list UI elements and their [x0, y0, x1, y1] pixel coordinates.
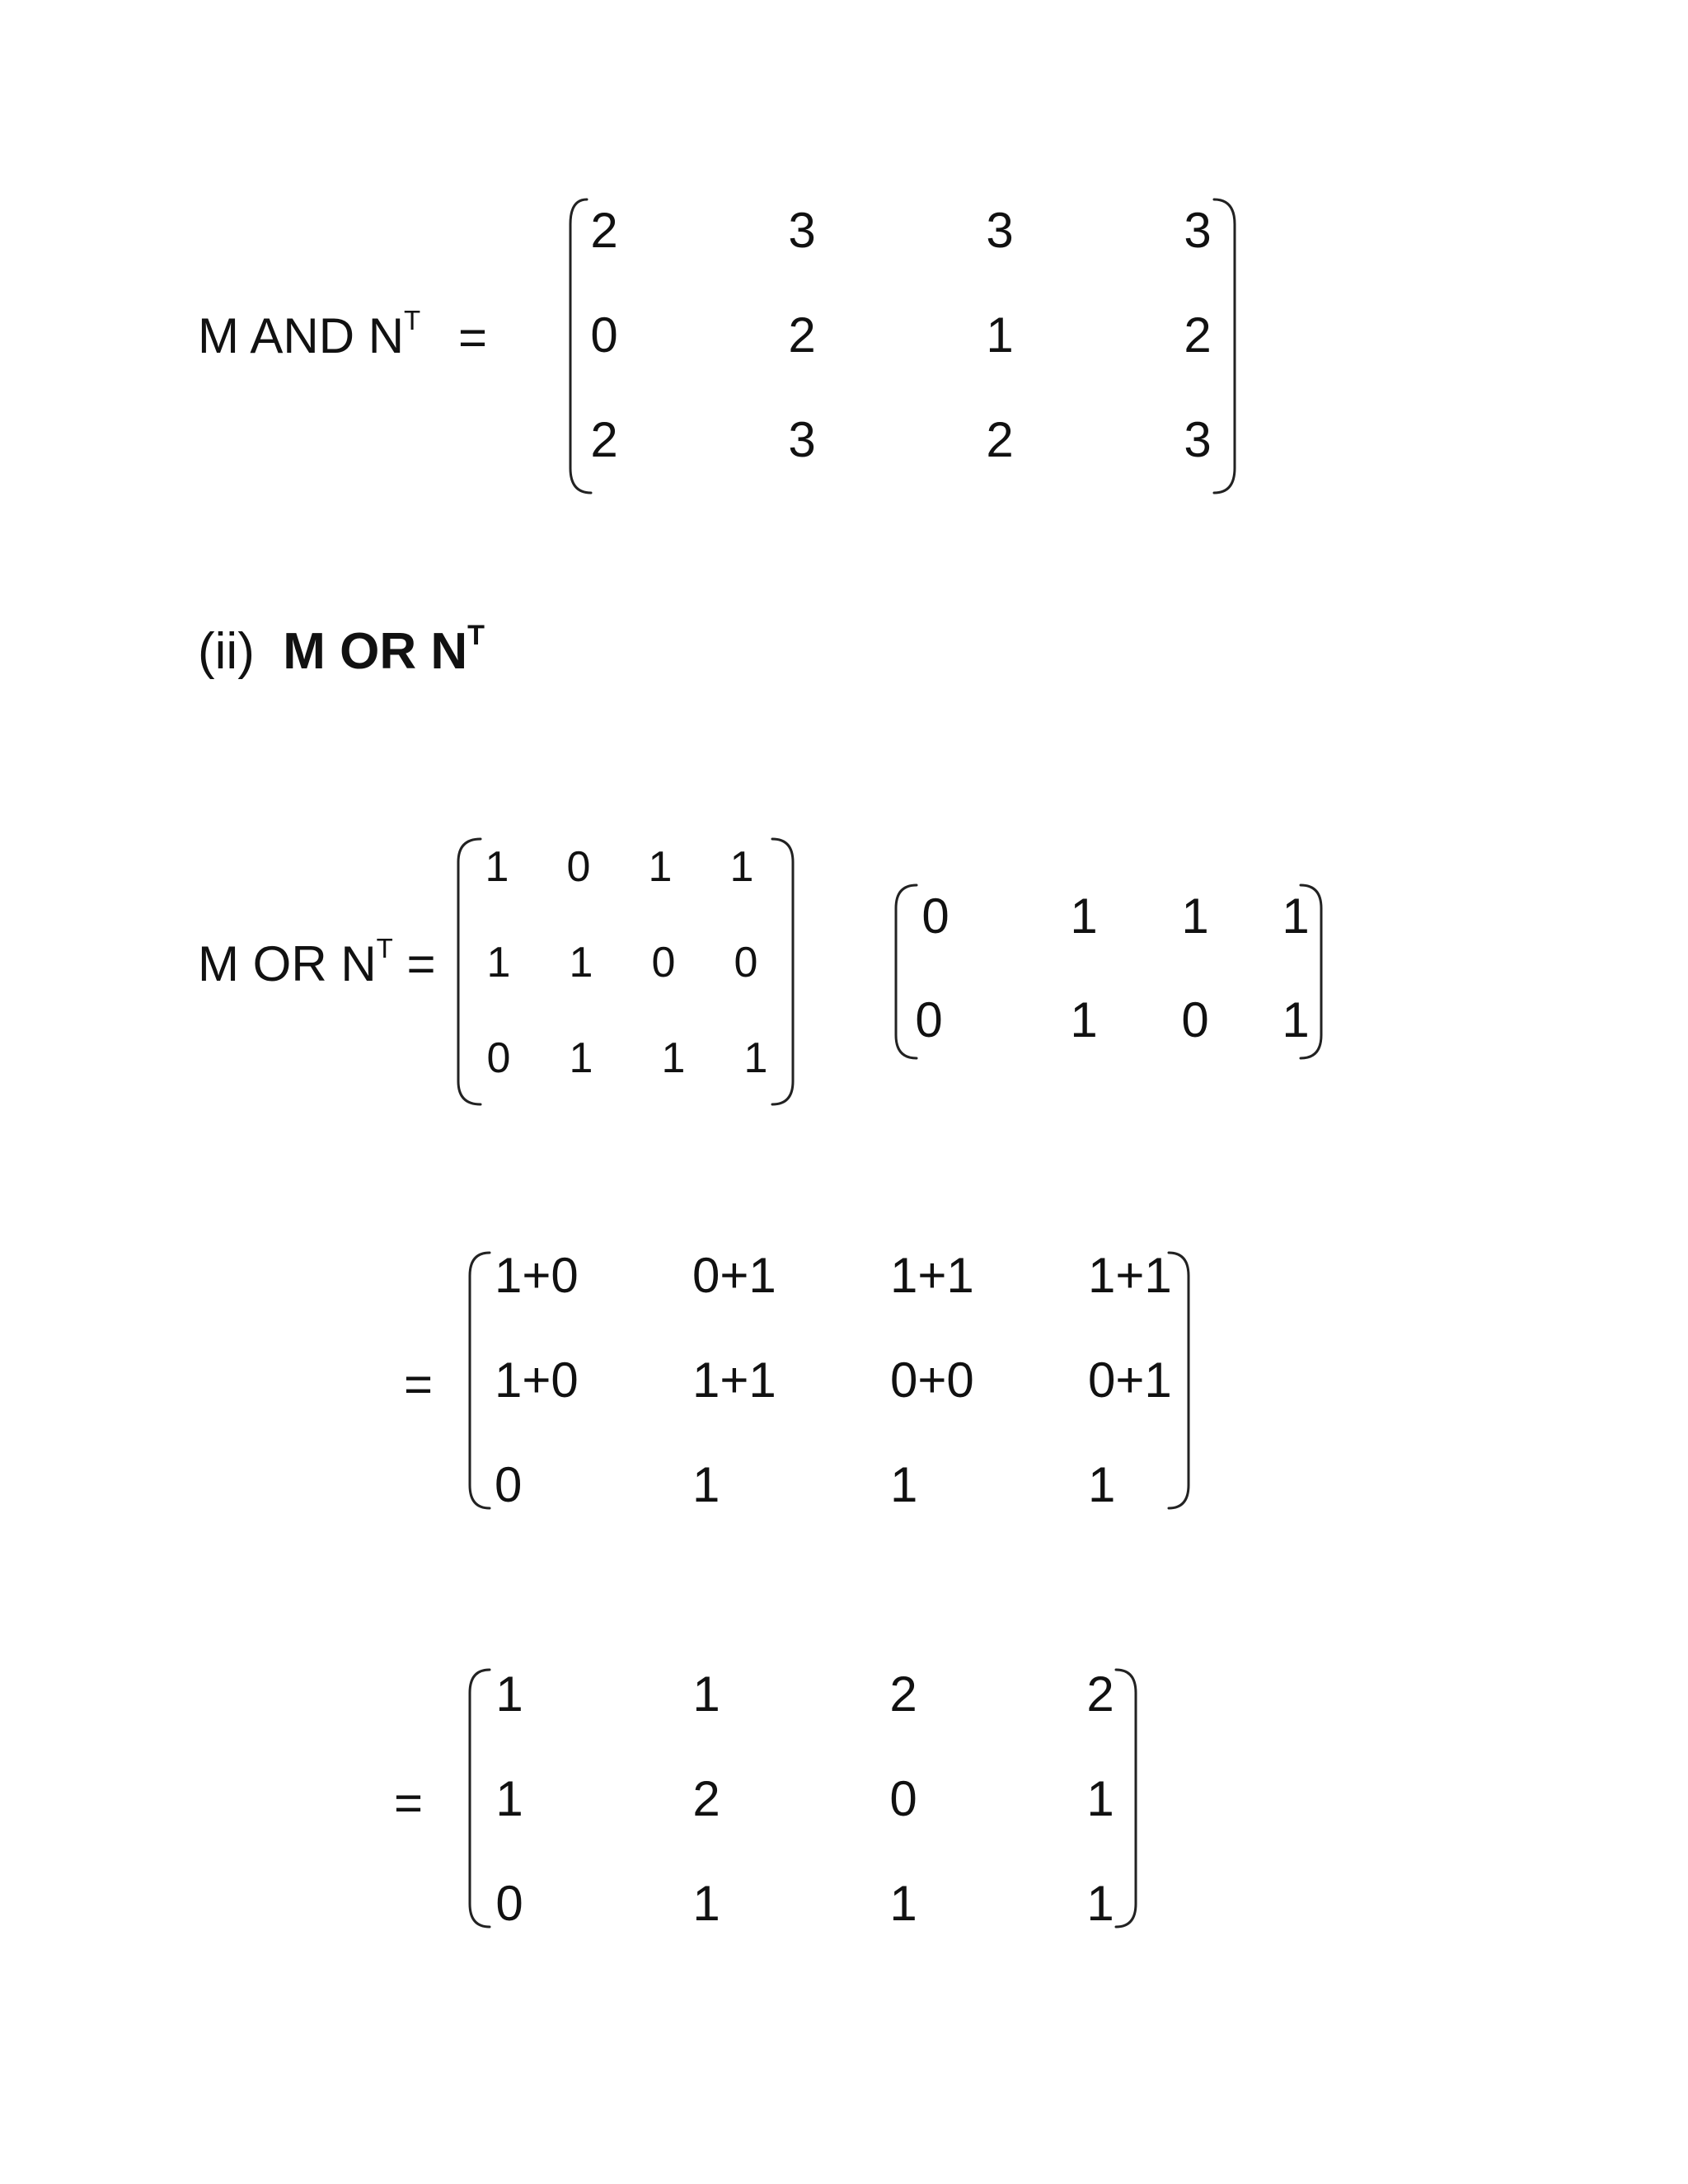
or-equals: = — [406, 936, 436, 991]
m2b-left-bracket — [896, 885, 917, 1058]
sum-equals: = — [404, 1357, 434, 1412]
matrix-cell: 0 — [495, 1457, 523, 1512]
matrix-cell: 1 — [1282, 992, 1310, 1047]
and-label-sup: T — [404, 304, 421, 335]
matrix-cell: 2 — [1184, 307, 1212, 363]
or-label-text: M OR N — [198, 936, 377, 991]
matrix-cell: 0 — [734, 939, 758, 987]
matrix-cell: 0 — [889, 1771, 917, 1826]
matrix-cell: 1 — [648, 843, 673, 891]
matrix-cell: 1 — [692, 1457, 720, 1512]
matrix-cell: 0 — [921, 888, 950, 944]
matrix-cell: 0 — [590, 307, 618, 363]
matrix-cell: 1 — [495, 1666, 523, 1722]
heading-bold-sup: T — [467, 620, 485, 652]
heading-bold-text: M OR N — [283, 623, 468, 680]
matrix-cell: 1+1 — [1088, 1248, 1172, 1303]
matrix-cell: 1+1 — [890, 1248, 974, 1303]
matrix-cell: 3 — [788, 203, 816, 258]
matrix-cell: 0+1 — [1088, 1352, 1172, 1408]
matrix-cell: 1+0 — [495, 1352, 579, 1408]
section-heading — [198, 620, 485, 680]
result-equals: = — [394, 1775, 424, 1830]
matrix-cell: 1 — [1086, 1771, 1114, 1826]
matrix-cell: 3 — [1184, 203, 1212, 258]
and-label-text: M AND N — [198, 308, 405, 363]
matrix-cell: 3 — [986, 203, 1014, 258]
matrix-cell: 1 — [890, 1457, 918, 1512]
matrix-cell: 1 — [569, 939, 593, 987]
m1-left-bracket — [570, 199, 591, 493]
or-label — [198, 932, 436, 991]
m4-left-bracket — [470, 1670, 490, 1927]
matrix-cell: 3 — [1184, 412, 1212, 467]
matrix-cell: 0 — [651, 939, 676, 987]
matrix-cell: 2 — [692, 1771, 720, 1826]
matrix-cell: 1+1 — [692, 1352, 776, 1408]
matrix-cell: 1 — [495, 1771, 523, 1826]
matrix-cell: 0 — [915, 992, 943, 1047]
matrix-cell: 0 — [486, 1034, 511, 1082]
matrix-cell: 3 — [788, 412, 816, 467]
matrix-cell: 1 — [486, 939, 511, 987]
m2a-left-bracket — [458, 839, 481, 1104]
matrix-cell: 1 — [692, 1666, 720, 1722]
and-label — [198, 304, 421, 363]
matrix-cell: 1 — [1070, 888, 1098, 944]
heading-prefix: (ii) — [198, 623, 255, 680]
m4-right-bracket — [1116, 1670, 1136, 1927]
matrix-cell: 2 — [590, 412, 618, 467]
matrix-cell: 0 — [1181, 992, 1209, 1047]
matrix-cell: 1 — [1088, 1457, 1116, 1512]
m2a-right-bracket — [772, 839, 793, 1104]
matrix-cell: 1 — [1070, 992, 1098, 1047]
matrix-cell: 1 — [569, 1034, 593, 1082]
or-label-sup: T — [376, 932, 393, 963]
matrix-cell: 0+0 — [890, 1352, 974, 1408]
matrix-cell: 1 — [661, 1034, 686, 1082]
matrix-cell: 1 — [729, 843, 754, 891]
matrix-cell: 2 — [986, 412, 1014, 467]
matrix-cell: 1+0 — [495, 1248, 579, 1303]
m3-left-bracket — [470, 1253, 490, 1508]
matrix-cell: 1 — [485, 843, 509, 891]
matrix-cell: 1 — [889, 1876, 917, 1931]
matrix-cell: 2 — [590, 203, 618, 258]
matrix-cell: 0 — [495, 1876, 523, 1931]
and-equals: = — [458, 310, 488, 365]
matrix-cell: 1 — [692, 1876, 720, 1931]
matrix-cell: 1 — [1086, 1876, 1114, 1931]
matrix-cell: 1 — [1282, 888, 1310, 944]
matrix-cell: 1 — [743, 1034, 768, 1082]
matrix-cell: 2 — [1086, 1666, 1114, 1722]
matrix-cell: 1 — [986, 307, 1014, 363]
matrix-cell: 2 — [788, 307, 816, 363]
matrix-cell: 0+1 — [692, 1248, 776, 1303]
matrix-cell: 0 — [566, 843, 591, 891]
matrix-cell: 1 — [1181, 888, 1209, 944]
matrix-cell: 2 — [889, 1666, 917, 1722]
m1-right-bracket — [1214, 199, 1235, 493]
